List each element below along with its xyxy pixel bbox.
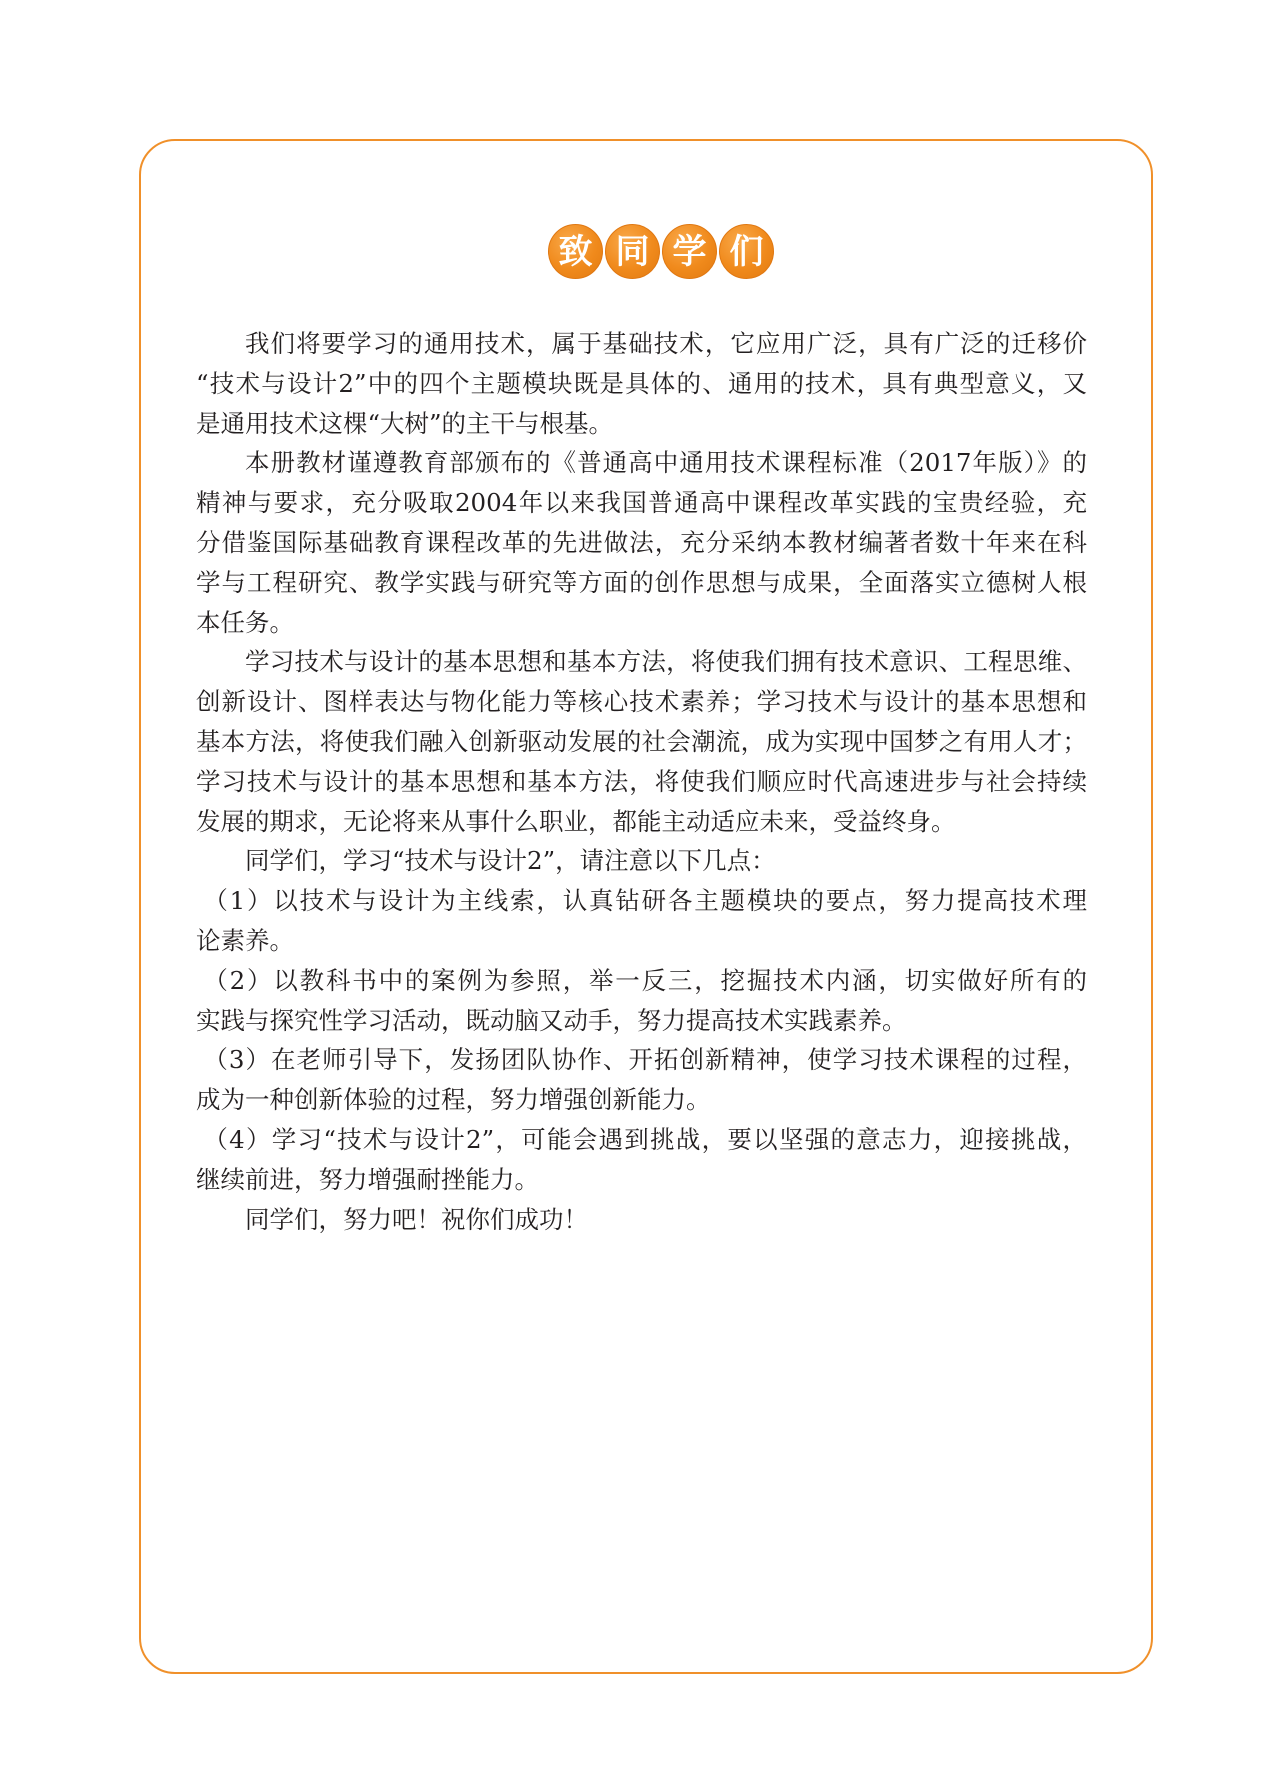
text-line: 基本方法，将使我们融入创新驱动发展的社会潮流，成为实现中国梦之有用人才； [196,726,1087,756]
title-char: 致 [558,231,593,272]
letter-body [196,324,1087,1239]
text-line: 成为一种创新体验的过程，努力增强创新能力。 [196,1085,711,1115]
text-line: 本册教材谨遵教育部颁布的《普通高中通用技术课程标准（2017年版）》的 [245,448,1087,478]
list-item [196,881,1087,961]
title-char: 同 [615,231,650,272]
page-title [548,224,778,280]
text-line: 学与工程研究、教学实践与研究等方面的创作思想与成果，全面落实立德树人根 [196,567,1087,597]
title-char: 们 [729,231,764,272]
paragraph-closing [196,1200,1087,1240]
text-line: 我们将要学习的通用技术，属于基础技术，它应用广泛，具有广泛的迁移价 [245,329,1087,358]
text-line: “技术与设计2”中的四个主题模块既是具体的、通用的技术，具有典型意义，又 [196,368,1087,398]
list-item [196,1120,1087,1200]
paragraph-notice [196,841,1087,881]
text-line: 实践与探究性学习活动，既动脑又动手，努力提高技术实践素养。 [196,1005,907,1035]
title-char-circle [719,224,774,279]
text-line: 学习技术与设计的基本思想和基本方法，将使我们顺应时代高速进步与社会持续 [196,766,1087,796]
title-char-circle [662,224,717,279]
paragraph-goals [196,642,1087,841]
title-char-circle [548,224,603,279]
title-char: 学 [672,231,707,272]
paragraph-intro [196,324,1087,443]
text-line: 本任务。 [196,607,294,637]
text-line: 论素养。 [196,925,294,955]
text-line: 学习技术与设计的基本思想和基本方法，将使我们拥有技术意识、工程思维、 [245,647,1087,677]
text-line: （3）在老师引导下，发扬团队协作、开拓创新精神，使学习技术课程的过程， [203,1045,1087,1075]
text-line: （1）以技术与设计为主线索，认真钻研各主题模块的要点，努力提高技术理 [203,886,1087,916]
text-line: 发展的期求，无论将来从事什么职业，都能主动适应未来，受益终身。 [196,806,956,836]
text-line: 继续前进，努力增强耐挫能力。 [196,1164,539,1194]
paragraph-textbook [196,443,1087,642]
text-line: （2）以教科书中的案例为参照，举一反三，挖掘技术内涵，切实做好所有的 [203,965,1087,995]
text-line: 创新设计、图样表达与物化能力等核心技术素养；学习技术与设计的基本思想和 [196,687,1087,717]
text-line: 精神与要求，充分吸取2004年以来我国普通高中课程改革实践的宝贵经验，充 [196,488,1087,518]
title-char-circle [605,224,660,279]
text-line: 分借鉴国际基础教育课程改革的先进做法，充分采纳本教材编著者数十年来在科 [196,527,1087,557]
list-item [196,961,1087,1041]
list-item [196,1040,1087,1120]
text-line: （4）学习“技术与设计2”，可能会遇到挑战，要以坚强的意志力，迎接挑战， [203,1124,1087,1154]
text-line: 同学们，学习“技术与设计2”，请注意以下几点： [245,846,776,876]
text-line: 同学们，努力吧！祝你们成功！ [245,1204,588,1234]
text-line: 是通用技术这棵“大树”的主干与根基。 [196,408,614,438]
